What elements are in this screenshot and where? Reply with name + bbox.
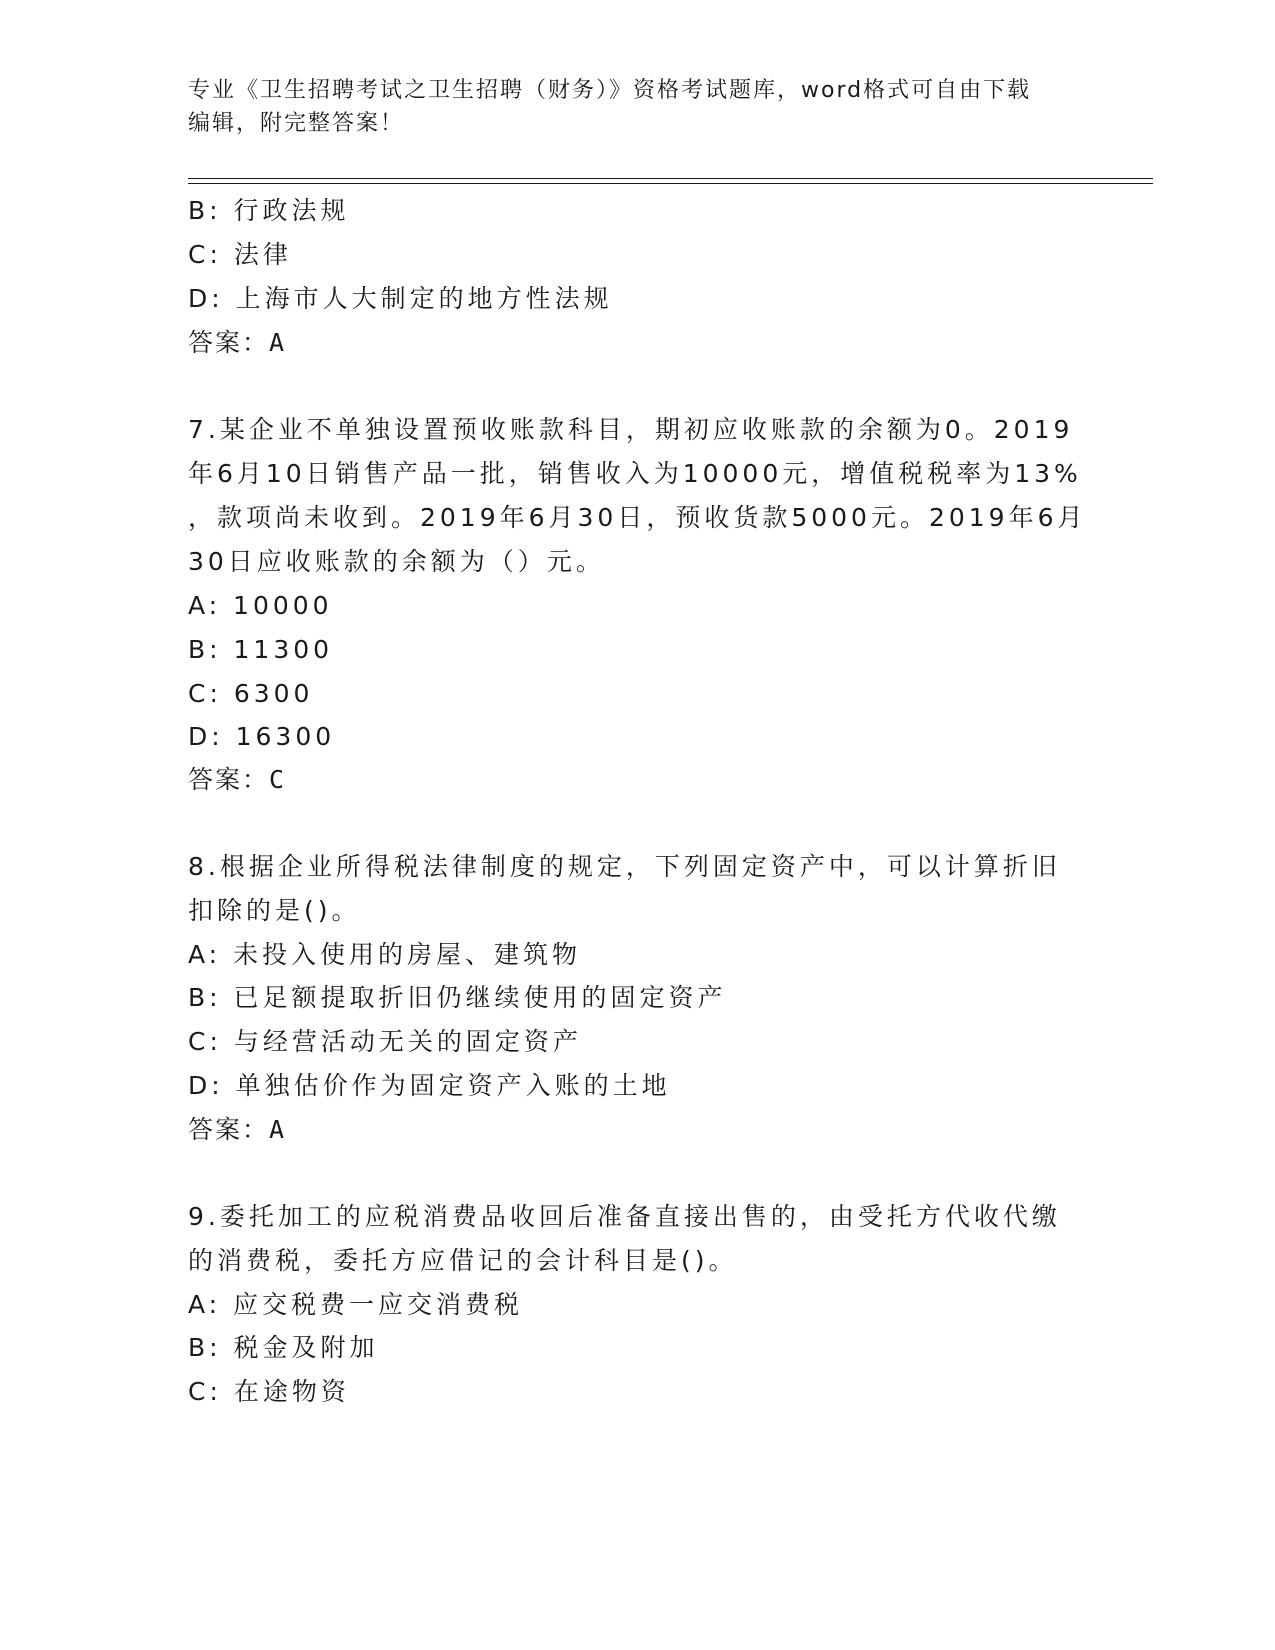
q8-option-b: B: 已足额提取折旧仍继续使用的固定资产 bbox=[188, 983, 727, 1012]
q9-stem-line-1: 9.委托加工的应税消费品收回后准备直接出售的，由受托方代收代缴 bbox=[188, 1202, 1061, 1231]
prev-answer bbox=[188, 328, 286, 358]
q9-option-c: C: 在途物资 bbox=[188, 1377, 350, 1406]
q8-option-c: C: 与经营活动无关的固定资产 bbox=[188, 1027, 582, 1056]
q8-option-d: D: 单独估价作为固定资产入账的土地 bbox=[188, 1071, 671, 1100]
answer-value: A bbox=[269, 328, 287, 357]
q7-stem-line-2: 年6月10日销售产品一批，销售收入为10000元，增值税税率为13% bbox=[188, 459, 1082, 488]
q9-option-a: A: 应交税费一应交消费税 bbox=[188, 1290, 524, 1319]
q9-option-b: B: 税金及附加 bbox=[188, 1333, 379, 1362]
prev-option-b: B: 行政法规 bbox=[188, 196, 350, 225]
q8-stem-line-2: 扣除的是()。 bbox=[188, 896, 361, 925]
prev-option-d: D: 上海市人大制定的地方性法规 bbox=[188, 284, 613, 313]
q7-answer bbox=[188, 765, 286, 795]
q9-stem-line-2: 的消费税，委托方应借记的会计科目是()。 bbox=[188, 1246, 738, 1275]
answer-label: 答案： bbox=[188, 328, 270, 357]
header-line-1: 专业《卫生招聘考试之卫生招聘（财务）》资格考试题库，word格式可自由下载 bbox=[188, 78, 1032, 103]
q7-option-b: B: 11300 bbox=[188, 635, 334, 664]
header-line-2: 编辑，附完整答案！ bbox=[188, 111, 405, 136]
answer-label: 答案： bbox=[188, 1115, 270, 1144]
answer-value: A bbox=[269, 1115, 287, 1144]
q8-option-a: A: 未投入使用的房屋、建筑物 bbox=[188, 940, 582, 969]
answer-label: 答案： bbox=[188, 765, 270, 794]
q7-option-a: A: 10000 bbox=[188, 591, 333, 620]
header-divider-bottom bbox=[188, 183, 1153, 184]
q7-stem-line-3: ，款项尚未收到。2019年6月30日，预收货款5000元。2019年6月 bbox=[188, 503, 1087, 532]
q8-stem-line-1: 8.根据企业所得税法律制度的规定，下列固定资产中，可以计算折旧 bbox=[188, 852, 1061, 881]
q7-stem-line-4: 30日应收账款的余额为（）元。 bbox=[188, 547, 605, 576]
document-header bbox=[188, 74, 1068, 140]
q8-answer bbox=[188, 1115, 286, 1145]
answer-value: C bbox=[269, 765, 287, 794]
prev-option-c: C: 法律 bbox=[188, 240, 292, 269]
q7-stem-line-1: 7.某企业不单独设置预收账款科目，期初应收账款的余额为0。2019 bbox=[188, 415, 1074, 444]
q7-option-c: C: 6300 bbox=[188, 679, 314, 708]
q7-option-d: D: 16300 bbox=[188, 722, 336, 751]
header-divider-top bbox=[188, 178, 1153, 179]
